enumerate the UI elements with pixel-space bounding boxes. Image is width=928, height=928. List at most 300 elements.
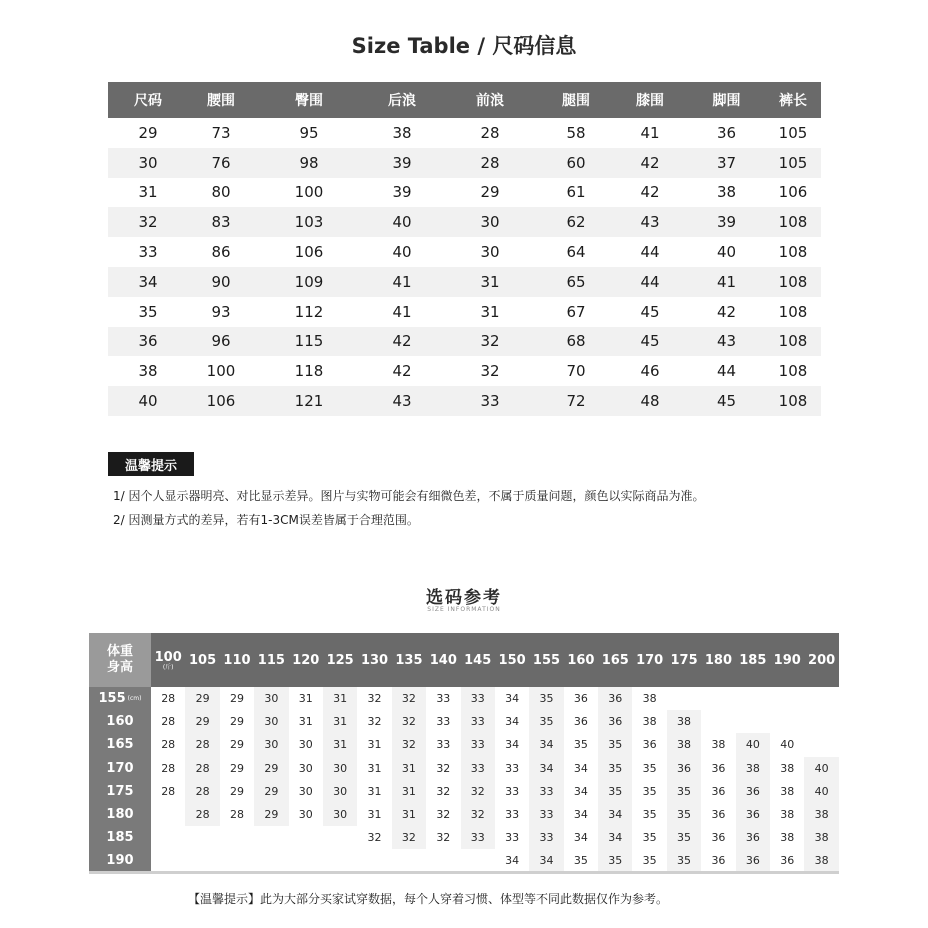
table-row <box>108 267 821 297</box>
table-cell: 64 <box>566 243 586 262</box>
size-table <box>108 82 821 416</box>
weight-value: 175 <box>670 652 698 668</box>
table-cell: 28 <box>161 692 176 706</box>
table-cell: 29 <box>229 761 244 775</box>
table-cell: 34 <box>138 272 158 291</box>
size-table-header <box>108 82 821 118</box>
reference-bottom-rule <box>89 871 839 874</box>
height-header-cell <box>89 780 151 803</box>
table-cell: 121 <box>294 392 324 411</box>
table-cell: 38 <box>642 692 657 706</box>
table-cell <box>254 849 288 872</box>
table-cell: 33 <box>436 692 451 706</box>
reference-grid <box>151 687 839 873</box>
table-row <box>108 297 821 327</box>
height-value: 175 <box>106 783 134 799</box>
table-cell <box>804 687 838 710</box>
table-row <box>151 849 839 872</box>
table-cell: 65 <box>566 272 586 291</box>
table-cell: 32 <box>436 808 451 822</box>
table-cell: 100 <box>294 183 324 202</box>
weight-header-cell <box>770 633 804 687</box>
table-cell: 33 <box>529 803 563 826</box>
weight-header-cell <box>632 633 666 687</box>
table-cell: 31 <box>367 738 382 752</box>
table-cell: 43 <box>640 213 660 232</box>
table-cell: 34 <box>505 692 520 706</box>
table-cell: 31 <box>392 803 426 826</box>
table-row <box>108 237 821 267</box>
table-cell <box>392 849 426 872</box>
weight-header-cell <box>289 633 323 687</box>
weight-header-cell <box>151 633 185 687</box>
table-cell: 36 <box>711 854 726 868</box>
table-cell: 30 <box>323 757 357 780</box>
table-cell: 40 <box>804 780 838 803</box>
table-cell: 35 <box>642 808 657 822</box>
table-cell: 61 <box>566 183 586 202</box>
table-cell: 34 <box>598 803 632 826</box>
table-row <box>108 207 821 237</box>
table-cell <box>804 710 838 733</box>
table-cell: 41 <box>392 272 412 291</box>
table-cell: 35 <box>598 849 632 872</box>
table-cell: 38 <box>392 123 412 142</box>
table-cell: 34 <box>505 854 520 868</box>
table-row <box>151 733 839 756</box>
table-cell: 34 <box>573 784 588 798</box>
table-cell: 72 <box>566 392 586 411</box>
table-cell: 28 <box>185 780 219 803</box>
table-cell: 30 <box>480 243 500 262</box>
tip-line-1: 1/ 因个人显示器明亮、对比显示差异。图片与实物可能会有细微色差，不属于质量问题，颜色以实际商品为准。 <box>113 489 705 503</box>
table-cell: 31 <box>367 784 382 798</box>
table-cell: 36 <box>711 808 726 822</box>
weight-header-cell <box>495 633 529 687</box>
table-cell: 38 <box>804 826 838 849</box>
table-cell: 42 <box>716 302 737 321</box>
table-cell: 32 <box>392 733 426 756</box>
table-cell: 31 <box>367 761 382 775</box>
table-cell: 36 <box>598 710 632 733</box>
table-cell: 38 <box>667 710 701 733</box>
table-cell: 108 <box>778 392 808 411</box>
table-cell: 38 <box>804 803 838 826</box>
weight-value: 145 <box>464 652 492 668</box>
table-cell: 48 <box>640 392 660 411</box>
table-cell: 32 <box>480 362 500 381</box>
table-cell: 35 <box>529 710 563 733</box>
table-cell: 29 <box>138 123 158 142</box>
table-cell <box>289 826 323 849</box>
height-value: 190 <box>106 853 134 869</box>
table-cell: 28 <box>185 733 219 756</box>
table-cell: 34 <box>573 831 588 845</box>
table-cell: 29 <box>480 183 500 202</box>
table-cell <box>220 826 254 849</box>
table-cell: 38 <box>716 183 737 202</box>
table-cell: 40 <box>138 392 158 411</box>
weight-header-cell <box>357 633 391 687</box>
table-cell: 32 <box>367 831 382 845</box>
table-cell: 35 <box>642 831 657 845</box>
table-cell: 38 <box>804 849 838 872</box>
table-cell: 108 <box>778 243 808 262</box>
weight-value: 200 <box>808 652 836 668</box>
table-cell: 28 <box>480 153 500 172</box>
table-cell: 73 <box>211 123 231 142</box>
weight-value: 125 <box>326 652 354 668</box>
table-cell: 39 <box>392 183 412 202</box>
table-cell: 38 <box>780 784 795 798</box>
table-cell: 28 <box>229 808 244 822</box>
table-cell: 32 <box>367 715 382 729</box>
height-value: 165 <box>106 737 134 753</box>
table-cell: 32 <box>461 780 495 803</box>
table-cell <box>151 826 185 849</box>
table-cell: 38 <box>780 831 795 845</box>
table-cell: 108 <box>778 302 808 321</box>
table-cell: 29 <box>229 715 244 729</box>
table-cell <box>770 687 804 710</box>
table-cell <box>289 849 323 872</box>
table-cell: 32 <box>367 692 382 706</box>
table-cell: 32 <box>436 761 451 775</box>
weight-value: 130 <box>360 652 389 668</box>
weight-value: 105 <box>189 652 217 668</box>
weight-header-cell <box>529 633 563 687</box>
height-header-cell <box>89 687 151 710</box>
table-cell: 41 <box>640 123 660 142</box>
weight-value: 180 <box>704 652 733 668</box>
table-cell: 35 <box>642 854 657 868</box>
table-cell: 35 <box>667 780 701 803</box>
table-cell <box>151 849 185 872</box>
height-header-cell <box>89 826 151 849</box>
table-cell: 44 <box>716 362 737 381</box>
page-title: Size Table / 尺码信息 <box>351 34 577 58</box>
table-row <box>108 178 821 208</box>
table-cell: 37 <box>716 153 737 172</box>
table-cell: 36 <box>711 761 726 775</box>
table-cell: 32 <box>392 710 426 733</box>
table-cell: 106 <box>294 243 324 262</box>
table-row <box>108 327 821 357</box>
size-header-cell: 腰围 <box>207 93 235 109</box>
table-cell: 33 <box>461 687 495 710</box>
table-cell: 43 <box>392 392 412 411</box>
table-cell: 34 <box>505 715 520 729</box>
corner-height-label: 身高 <box>106 660 133 675</box>
table-cell: 33 <box>505 831 520 845</box>
table-cell: 38 <box>667 733 701 756</box>
table-cell: 86 <box>211 243 231 262</box>
table-cell: 32 <box>392 826 426 849</box>
table-cell: 30 <box>480 213 500 232</box>
table-cell: 42 <box>392 362 412 381</box>
table-cell: 36 <box>736 780 770 803</box>
table-cell: 30 <box>323 780 357 803</box>
height-value: 155 <box>98 691 126 707</box>
table-cell: 34 <box>529 757 563 780</box>
table-cell: 42 <box>640 183 660 202</box>
height-unit: (cm) <box>127 695 142 703</box>
weight-header-cell <box>392 633 426 687</box>
table-cell: 33 <box>480 392 500 411</box>
table-cell <box>254 826 288 849</box>
table-cell: 36 <box>716 123 737 142</box>
table-cell: 28 <box>161 761 176 775</box>
size-header-cell: 脚围 <box>712 93 741 109</box>
table-cell: 40 <box>736 733 770 756</box>
table-cell: 36 <box>780 854 795 868</box>
table-cell <box>323 826 357 849</box>
table-cell: 30 <box>298 784 313 798</box>
table-cell: 32 <box>138 213 158 232</box>
table-row <box>151 803 839 826</box>
table-cell: 35 <box>667 803 701 826</box>
table-cell: 30 <box>138 153 158 172</box>
table-cell: 31 <box>480 302 500 321</box>
table-cell: 36 <box>642 738 657 752</box>
table-cell: 108 <box>778 272 808 291</box>
table-cell: 33 <box>138 243 158 262</box>
table-row <box>151 826 839 849</box>
table-cell: 33 <box>461 757 495 780</box>
table-cell: 62 <box>566 213 586 232</box>
table-cell: 45 <box>640 332 660 351</box>
table-cell: 35 <box>598 733 632 756</box>
table-cell: 105 <box>778 153 808 172</box>
table-cell: 30 <box>254 710 288 733</box>
table-cell <box>736 710 770 733</box>
table-cell: 39 <box>392 153 412 172</box>
table-cell: 93 <box>211 302 231 321</box>
table-cell: 38 <box>711 738 726 752</box>
table-cell: 33 <box>461 826 495 849</box>
table-cell <box>701 710 735 733</box>
footnote: 【温馨提示】此为大部分买家试穿数据，每个人穿着习惯、体型等不同此数据仅作为参考。 <box>188 892 669 906</box>
table-cell: 40 <box>392 213 412 232</box>
table-cell: 34 <box>529 849 563 872</box>
table-cell: 33 <box>461 733 495 756</box>
size-header-cell: 前浪 <box>476 93 504 109</box>
table-cell: 80 <box>211 183 231 202</box>
table-cell: 115 <box>294 332 324 351</box>
table-cell: 29 <box>254 757 288 780</box>
table-cell: 35 <box>138 302 158 321</box>
table-cell: 33 <box>505 761 520 775</box>
weight-value: 160 <box>567 652 595 668</box>
height-value: 185 <box>106 830 134 846</box>
table-cell: 41 <box>392 302 412 321</box>
table-cell: 105 <box>778 123 808 142</box>
table-cell: 38 <box>736 757 770 780</box>
table-cell: 32 <box>392 687 426 710</box>
table-cell: 28 <box>161 784 176 798</box>
size-header-cell: 臀围 <box>295 93 323 109</box>
table-cell: 36 <box>598 687 632 710</box>
table-cell: 106 <box>206 392 236 411</box>
table-cell: 38 <box>780 808 795 822</box>
table-cell: 112 <box>294 302 324 321</box>
table-cell: 108 <box>778 332 808 351</box>
table-cell: 109 <box>294 272 324 291</box>
table-cell: 31 <box>298 715 313 729</box>
table-row <box>151 710 839 733</box>
table-cell: 33 <box>436 715 451 729</box>
table-cell: 34 <box>573 761 588 775</box>
height-value: 170 <box>106 760 134 776</box>
table-cell <box>461 849 495 872</box>
table-cell: 29 <box>229 784 244 798</box>
table-cell: 103 <box>294 213 324 232</box>
table-cell: 36 <box>138 332 158 351</box>
table-cell: 38 <box>642 715 657 729</box>
weight-header-cell <box>426 633 460 687</box>
table-cell <box>736 687 770 710</box>
table-cell: 35 <box>642 761 657 775</box>
table-cell <box>185 826 219 849</box>
weight-header-cell <box>254 633 288 687</box>
table-cell: 108 <box>778 362 808 381</box>
table-cell: 35 <box>573 854 588 868</box>
table-cell: 29 <box>185 687 219 710</box>
table-cell: 118 <box>294 362 324 381</box>
table-cell: 35 <box>529 687 563 710</box>
reference-corner <box>89 633 151 687</box>
table-cell: 83 <box>211 213 231 232</box>
size-header-cell: 裤长 <box>779 93 807 109</box>
weight-header-cell <box>185 633 219 687</box>
reference-subtitle: SIZE INFORMATION <box>427 606 501 613</box>
table-cell: 36 <box>573 715 588 729</box>
table-row <box>151 757 839 780</box>
weight-value: 185 <box>739 652 767 668</box>
table-cell: 40 <box>804 757 838 780</box>
table-cell: 36 <box>711 784 726 798</box>
table-cell: 76 <box>211 153 231 172</box>
table-cell: 40 <box>716 243 737 262</box>
table-cell: 35 <box>667 849 701 872</box>
height-header-cell <box>89 849 151 872</box>
table-cell: 28 <box>185 757 219 780</box>
height-header-cell <box>89 710 151 733</box>
table-cell: 31 <box>480 272 500 291</box>
table-row <box>108 356 821 386</box>
size-header-cell: 腿围 <box>562 93 590 109</box>
table-cell: 31 <box>392 757 426 780</box>
reference-header <box>89 633 839 687</box>
height-header-cell <box>89 733 151 756</box>
table-cell: 29 <box>254 803 288 826</box>
table-cell: 31 <box>138 183 158 202</box>
table-cell: 36 <box>711 831 726 845</box>
weight-value: 190 <box>773 652 801 668</box>
table-cell: 106 <box>778 183 808 202</box>
weight-header-cell <box>667 633 701 687</box>
table-cell: 30 <box>254 687 288 710</box>
table-cell <box>185 849 219 872</box>
size-reference-table <box>89 633 839 873</box>
size-header-cell: 尺码 <box>134 93 162 109</box>
weight-value: 120 <box>292 652 320 668</box>
table-cell <box>667 687 701 710</box>
table-cell: 31 <box>323 710 357 733</box>
table-row <box>108 386 821 416</box>
table-cell: 34 <box>505 738 520 752</box>
table-cell: 42 <box>640 153 660 172</box>
size-table-body <box>108 118 821 416</box>
table-cell <box>770 710 804 733</box>
weight-header-cell <box>804 633 838 687</box>
table-cell: 36 <box>736 803 770 826</box>
weight-value: 170 <box>636 652 664 668</box>
table-cell: 35 <box>598 780 632 803</box>
weight-value: 165 <box>601 652 629 668</box>
table-cell: 43 <box>716 332 737 351</box>
table-cell: 29 <box>185 710 219 733</box>
table-cell: 96 <box>211 332 231 351</box>
weight-value: 135 <box>395 652 423 668</box>
table-cell: 60 <box>566 153 586 172</box>
table-row <box>108 118 821 148</box>
table-cell: 32 <box>480 332 500 351</box>
table-cell: 29 <box>229 738 244 752</box>
table-cell <box>151 803 185 826</box>
table-cell: 39 <box>716 213 737 232</box>
table-cell: 45 <box>716 392 737 411</box>
table-cell: 28 <box>480 123 500 142</box>
table-cell: 31 <box>392 780 426 803</box>
table-cell: 29 <box>254 780 288 803</box>
table-cell: 44 <box>640 272 660 291</box>
table-cell: 35 <box>573 738 588 752</box>
corner-weight-label: 体重 <box>106 644 133 659</box>
table-cell: 95 <box>299 123 319 142</box>
table-cell <box>220 849 254 872</box>
table-cell: 41 <box>716 272 737 291</box>
tips-badge: 温馨提示 <box>108 452 194 476</box>
height-value: 160 <box>106 714 134 730</box>
table-row <box>151 780 839 803</box>
table-cell: 36 <box>573 692 588 706</box>
table-cell <box>804 733 838 756</box>
table-cell: 67 <box>566 302 586 321</box>
tip-line-2: 2/ 因测量方式的差异，若有1-3CM误差皆属于合理范围。 <box>113 513 419 527</box>
weight-value: 155 <box>532 652 561 668</box>
table-cell: 29 <box>229 692 244 706</box>
weight-header-cell <box>598 633 632 687</box>
size-header-cell: 膝围 <box>636 93 664 109</box>
table-cell: 33 <box>461 710 495 733</box>
height-column <box>89 687 151 873</box>
height-value: 180 <box>106 807 134 823</box>
table-cell: 31 <box>323 733 357 756</box>
height-header-cell <box>89 803 151 826</box>
table-cell: 70 <box>566 362 586 381</box>
table-cell: 98 <box>299 153 319 172</box>
table-cell <box>323 849 357 872</box>
table-cell: 36 <box>736 826 770 849</box>
table-cell: 38 <box>780 761 795 775</box>
table-cell: 28 <box>185 803 219 826</box>
table-cell: 90 <box>211 272 231 291</box>
table-cell: 32 <box>436 831 451 845</box>
table-cell: 30 <box>298 738 313 752</box>
table-cell: 33 <box>505 808 520 822</box>
table-cell: 38 <box>138 362 158 381</box>
